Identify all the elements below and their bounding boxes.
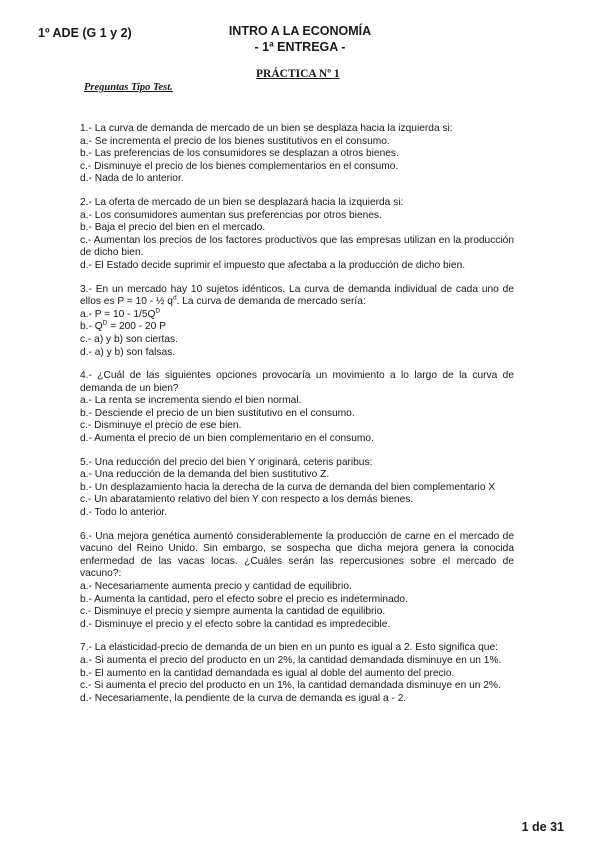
answer-option: d.- Nada de lo anterior. xyxy=(80,173,184,185)
question-stem: 2.- La oferta de mercado de un bien se desplazará hacia la izquierda si: xyxy=(80,196,404,208)
answer-option: d.- Disminuye el precio y el efecto sobre la cantidad es impredecible. xyxy=(80,618,391,630)
question-6 xyxy=(80,531,514,632)
question-1 xyxy=(80,123,514,186)
question-list xyxy=(80,123,514,716)
question-stem: 7.- La elasticidad-precio de demanda de un bien en un punto es igual a 2. Esto significa que: xyxy=(80,642,498,654)
page-number: 1 de 31 xyxy=(521,820,564,834)
answer-option: c.- Disminuye el precio de los bienes complementarios en el consumo. xyxy=(80,160,399,172)
answer-option: c.- Disminuye el precio y siempre aumenta la cantidad de equilibrio. xyxy=(80,606,386,618)
answer-option: a.- Si aumenta el precio del producto en un 2%, la cantidad demandada disminuye en un 1%. xyxy=(80,654,502,666)
answer-option: d.- Necesariamente, la pendiente de la curva de demanda es igual a - 2. xyxy=(80,692,407,704)
answer-option: b.- Aumenta la cantidad, pero el efecto sobre el precio es indeterminado. xyxy=(80,593,408,605)
question-7 xyxy=(80,642,514,705)
document-subtitle: - 1ª ENTREGA - xyxy=(254,40,346,54)
question-stem: 4.- ¿Cuál de las siguientes opciones provocaría un movimiento a lo largo de la curva de demanda de un bien? xyxy=(80,370,514,394)
answer-option: d.- Aumenta el precio de un bien complementario en el consumo. xyxy=(80,433,374,445)
practice-heading: PRÁCTICA Nº 1 xyxy=(256,68,340,80)
answer-option: b.- Las preferencias de los consumidores se desplazan a otros bienes. xyxy=(80,148,399,160)
question-stem: 3.- En un mercado hay 10 sujetos idénticos. La curva de demanda individual de cada uno de ellos es P = 10 - ½ $q^d$. La curva de demanda de mercado sería: xyxy=(80,283,514,308)
question-stem: 1.- La curva de demanda de mercado de un bien se desplaza hacia la izquierda si: xyxy=(80,123,453,134)
question-5 xyxy=(80,457,514,520)
answer-option: a.- Necesariamente aumenta precio y cantidad de equilibrio. xyxy=(80,581,352,592)
answer-option: c.- a) y b) son ciertas. xyxy=(80,333,178,345)
question-2 xyxy=(80,197,514,273)
answer-option: d.- Todo lo anterior. xyxy=(80,507,168,519)
answer-option: a.- $P = 10 - 1/5Q^D$ xyxy=(80,307,161,320)
answer-option: a.- La renta se incrementa siendo el bien normal. xyxy=(80,395,302,407)
answer-option: c.- Si aumenta el precio del producto en un 1%, la cantidad demandada disminuye en un 2%. xyxy=(80,680,501,692)
question-4 xyxy=(80,370,514,446)
answer-option: d.- El Estado decide suprimir el impuesto que afectaba a la producción de dicho bien. xyxy=(80,259,466,271)
answer-option: a.- Los consumidores aumentan sus preferencias por otros bienes. xyxy=(80,209,382,221)
question-stem: 6.- Una mejora genética aumentó considerablemente la producción de carne en el mercado de vacuno del Reino Unido. Sin embargo, se sospecha que dicha mejora genera la conocida enfermedad de las vacas locas. ¿Cuáles serán las repercusiones sobre el mercado de vacuno?: xyxy=(80,530,514,580)
document-title: INTRO A LA ECONOMÍA xyxy=(228,24,372,38)
answer-option: b.- $Q^D = 200 - 20$ P xyxy=(80,319,166,333)
answer-option: d.- a) y b) son falsas. xyxy=(80,346,176,358)
answer-option: c.- Disminuye el precio de ese bien. xyxy=(80,420,242,432)
answer-option: c.- Un abaratamiento relativo del bien Y con respecto a los demás bienes. xyxy=(80,494,414,506)
answer-option: b.- Baja el precio del bien en el mercado. xyxy=(80,222,266,234)
answer-option: b.- Un desplazamiento hacia la derecha de la curva de demanda del bien complementario X xyxy=(80,481,496,493)
question-3 xyxy=(80,284,514,360)
answer-option: b.- Desciende el precio de un bien sustitutivo en el consumo. xyxy=(80,407,355,419)
course-label: 1º ADE (G 1 y 2) xyxy=(38,26,132,40)
answer-option: a.- Una reducción de la demanda del bien sustitutivo Z. xyxy=(80,469,330,481)
answer-option: b.- El aumento en la cantidad demandada es igual al doble del aumento del precio. xyxy=(80,667,455,679)
answer-option: c.- Aumentan los precios de los factores productivos que las empresas utilizan en la producción de dicho bien. xyxy=(80,234,514,259)
answer-option: a.- Se incrementa el precio de los bienes sustitutivos en el consumo. xyxy=(80,135,390,147)
question-stem: 5.- Una reducción del precio del bien Y originará, ceteris paribus: xyxy=(80,456,373,468)
section-heading: Preguntas Tipo Test. xyxy=(84,82,173,93)
